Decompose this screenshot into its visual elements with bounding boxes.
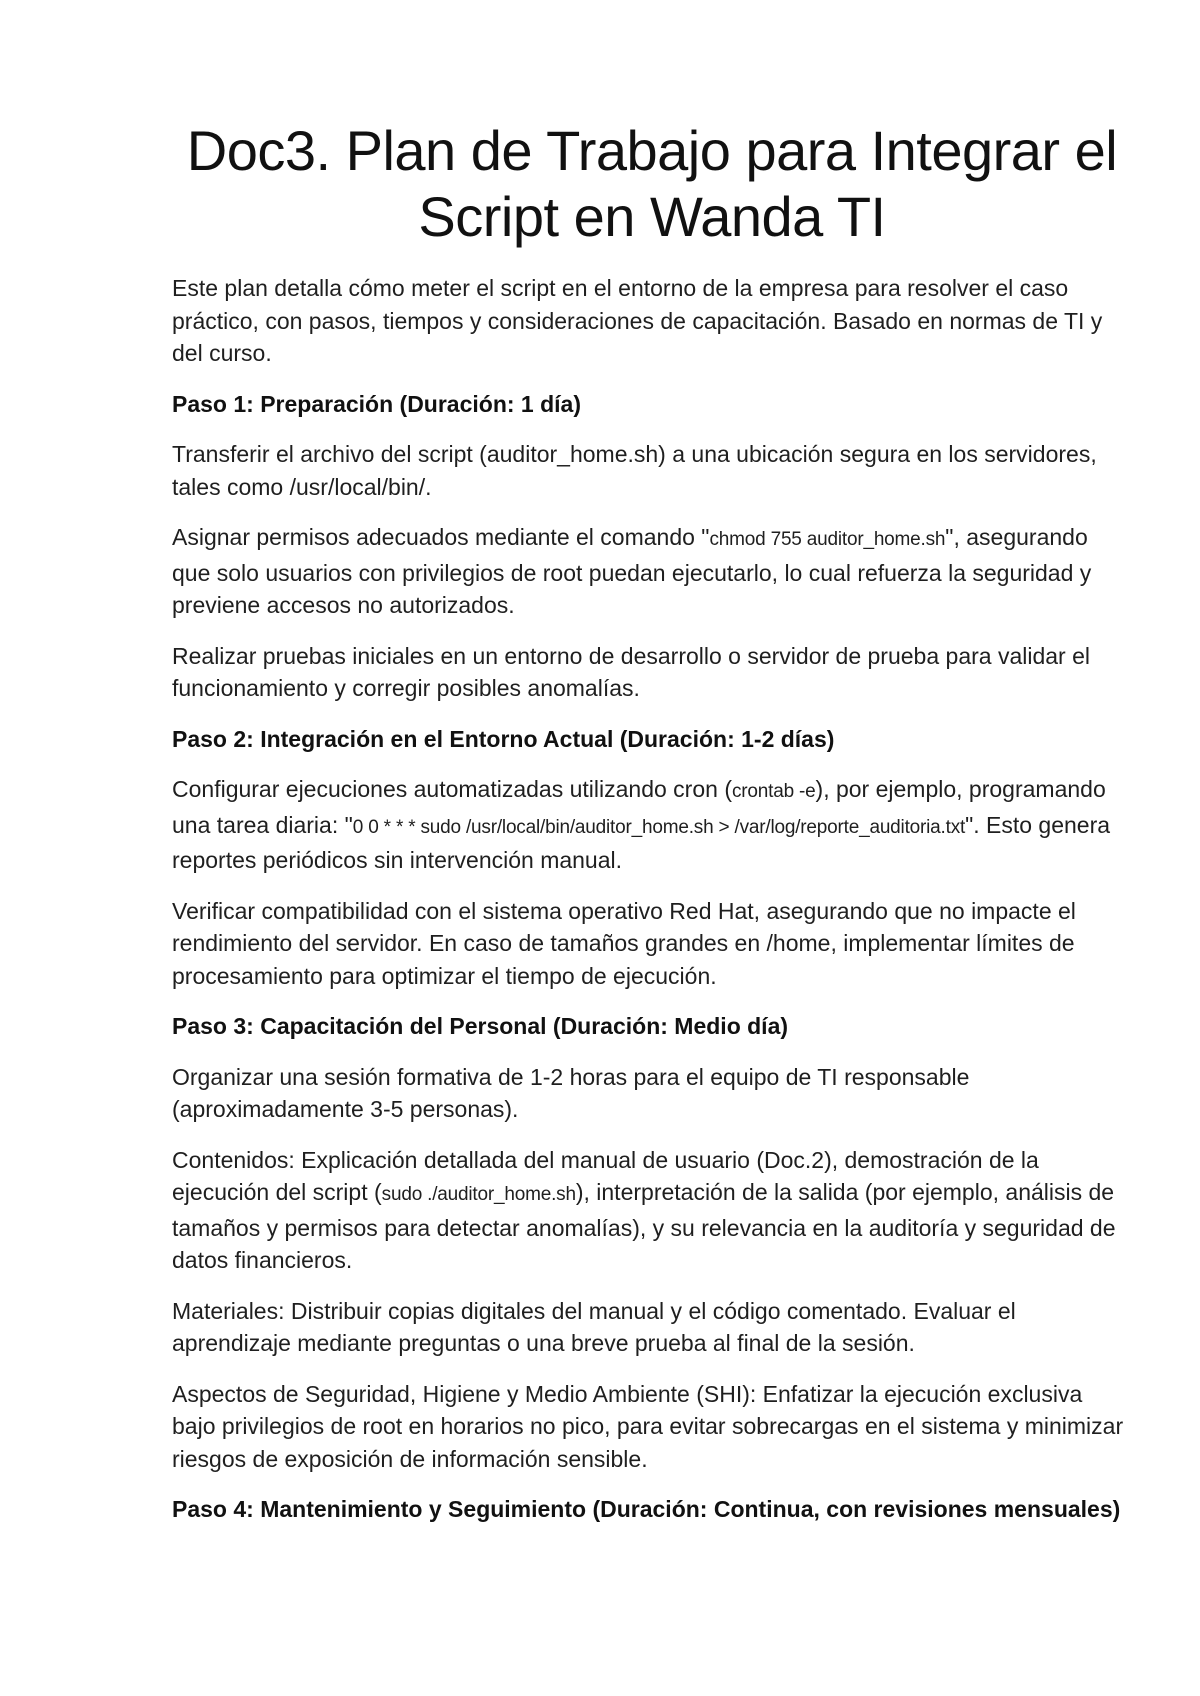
step-1-paragraph-3: Realizar pruebas iniciales en un entorno de desarrollo o servidor de prueba para validar el funcionamiento y corregir posibles anomalías. [172, 642, 1090, 701]
document-page [172, 118, 1132, 1544]
step-1-paragraph-1: Transferir el archivo del script (auditor_home.sh) a una ubicación segura en los servidores, tales como /usr/local/bin/. [172, 441, 1097, 500]
step-1-p2-text-a: Asignar permisos adecuados mediante el comando " [172, 524, 710, 550]
step-2-p1-text-c: ". Esto genera reportes periódicos sin intervención manual. [172, 811, 1111, 873]
step-1-heading: Paso 1: Preparación (Duración: 1 día) [172, 390, 582, 417]
step-3-paragraph-4: Aspectos de Seguridad, Higiene y Medio Ambiente (SHI): Enfatizar la ejecución exclusiva bajo privilegios de root en horarios no pico, para evitar sobrecargas en el sistema y minimizar riesgos de exposición de información sensible. [172, 1380, 1124, 1472]
step-3-paragraph-2 [172, 1144, 1132, 1277]
sudo-command: sudo ./auditor_home.sh [381, 1184, 576, 1205]
step-4-heading: Paso 4: Mantenimiento y Seguimiento (Duración: Continua, con revisiones mensuales) [172, 1496, 1121, 1522]
step-1-p2-text-b: ", asegurando que solo usuarios con privilegios de root puedan ejecutarlo, lo cual refuerza la seguridad y previene accesos no autorizados. [172, 524, 1092, 618]
step-3-p2-text-b: ), interpretación de la salida (por ejemplo, análisis de tamaños y permisos para detectar anomalías), y su relevancia en la auditoría y seguridad de datos financieros. [172, 1179, 1116, 1273]
step-3-p2-text-a: Contenidos: Explicación detallada del manual de usuario (Doc.2), demostración de la ejecución del script ( [172, 1146, 1039, 1205]
step-2-p1-text-b: ), por ejemplo, programando una tarea diaria: " [172, 776, 1106, 838]
step-2-heading: Paso 2: Integración en el Entorno Actual (Duración: 1-2 días) [172, 725, 835, 752]
chmod-command: chmod 755 auditor_home.sh [709, 529, 946, 550]
step-2-paragraph-2: Verificar compatibilidad con el sistema operativo Red Hat, asegurando que no impacte el rendimiento del servidor. En caso de tamaños grandes en /home, implementar límites de procesamiento para optimizar el tiempo de ejecución. [172, 897, 1076, 989]
step-1-paragraph-2 [172, 521, 1132, 622]
step-2-p1-text-a: Configurar ejecuciones automatizadas utilizando cron ( [172, 776, 732, 802]
intro-paragraph: Este plan detalla cómo meter el script en el entorno de la empresa para resolver el caso práctico, con pasos, tiempos y consideraciones de capacitación. Basado en normas de TI y del curso. [172, 275, 1103, 366]
step-3-heading: Paso 3: Capacitación del Personal (Duración: Medio día) [172, 1013, 789, 1039]
step-3-paragraph-3: Materiales: Distribuir copias digitales del manual y el código comentado. Evaluar el aprendizaje mediante preguntas o una breve prueba al final de la sesión. [172, 1297, 1016, 1356]
cron-line: 0 0 * * * sudo /usr/local/bin/auditor_home.sh > /var/log/reporte_auditoria.txt [352, 816, 966, 838]
crontab-command: crontab -e [731, 781, 816, 802]
document-title: Doc3. Plan de Trabajo para Integrar el Script en Wanda TI [186, 119, 1118, 248]
step-3-paragraph-1: Organizar una sesión formativa de 1-2 horas para el equipo de TI responsable (aproximadamente 3-5 personas). [172, 1063, 970, 1122]
step-2-paragraph-1 [172, 773, 1132, 877]
